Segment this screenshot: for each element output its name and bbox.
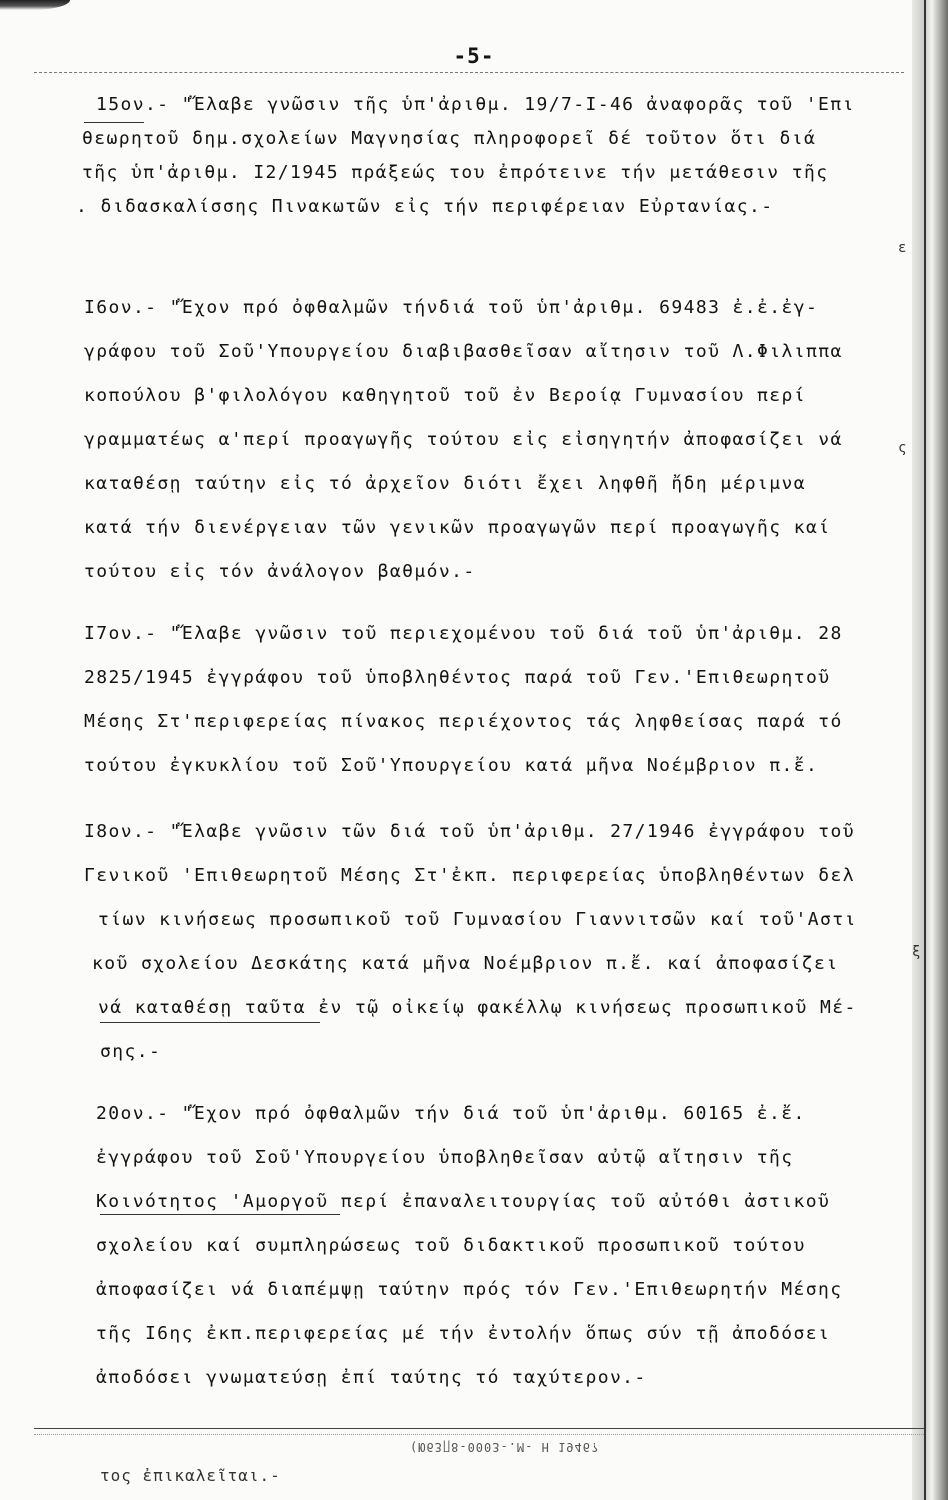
paragraph-line: ἐγγράφου τοῦ Σοῦ'Υπουργείου ὑποβληθεῖσαν αὐτῷ αἴτησιν τῆς [96,1147,794,1168]
paragraph-line: γράφου τοῦ Σοῦ'Υπουργείου διαβιβασθεῖσαν αἴτησιν τοῦ Λ.Φιλιππα [84,341,843,362]
next-page-overflow-text: τος ἐπικαλεῖται.- [100,1466,281,1485]
underline [100,1022,320,1023]
paragraph-line: σχολείου καί συμπληρώσεως τοῦ διδακτικοῦ προσωπικοῦ τούτου [96,1235,806,1256]
paragraph-line: τούτου εἰς τόν ἀνάλογον βαθμόν.- [84,561,476,582]
paragraph-line: I6ον.- "Ἔχον πρό ὀφθαλμῶν τήνδιά τοῦ ὑπ'ἀριθμ. 69483 ἐ.ἐ.ἐγ- [84,297,819,318]
bottom-divider-dotted [34,1434,924,1435]
margin-mark: ε [898,240,907,256]
paragraph-20 [96,1092,911,1400]
paragraph-line: θεωρητοῦ δημ.σχολείων Μαγνησίας πληροφορεῖ δέ τοῦτον ὅτι διά [82,128,817,149]
paragraph-18 [84,810,899,1074]
paragraph-line: καταθέσῃ ταύτην εἰς τό ἀρχεῖον διότι ἔχει ληφθῆ ἤδη μέριμνα [84,473,806,494]
paragraph-line: 15ον.- "Ἔλαβε γνῶσιν τῆς ὑπ'ἀριθμ. 19/7-I-46 ἀναφορᾶς τοῦ 'Επι [96,94,855,115]
binding-edge [912,0,948,1500]
paragraph-line: κοῦ σχολείου Δεσκάτης κατά μῆνα Νοέμβριον π.ἔ. καί ἀποφασίζει [92,953,839,974]
scan-corner-mark [0,0,70,10]
paragraph-line: τῆς I6ης ἐκπ.περιφερείας μέ τήν ἐντολήν ὅπως σύν τῇ ἀποδόσει [96,1323,831,1344]
paragraph-line: ἀποδόσει γνωματεύσῃ ἐπί ταύτης τό ταχύτερον.- [96,1367,647,1388]
underline [100,1214,340,1215]
top-divider [34,72,904,73]
paragraph-line: Γενικοῦ 'Επιθεωρητοῦ Μέσης Στ'ἐκπ. περιφερείας ὑποβληθέντων δελ [84,865,855,886]
paragraph-line: τῆς ὑπ'ἀριθμ. I2/1945 πράξεώς του ἐπρότεινε τήν μετάθεσιν τῆς [82,162,829,183]
paragraph-line: . διδασκαλίσσης Πινακωτῶν εἰς τήν περιφέρειαν Εὐρτανίας.- [76,196,774,217]
paragraph-line: σης.- [100,1041,162,1062]
paragraph-line: νά καταθέσῃ ταῦτα ἐν τῷ οἰκείῳ φακέλλῳ κινήσεως προσωπικοῦ Μέ- [98,997,857,1018]
footer-print-code: (Ю63∏8-0003-.M- H 1946? [410,1440,600,1454]
paragraph-line: 2825/1945 ἐγγράφου τοῦ ὑποβληθέντος παρά τοῦ Γεν.'Επιθεωρητοῦ [84,667,831,688]
paragraph-line: τίων κινήσεως προσωπικοῦ τοῦ Γυμνασίου Γιαννιτσῶν καί τοῦ'Αστι [98,909,857,930]
underline [84,122,144,123]
paragraph-line: γραμματέως α'περί προαγωγῆς τούτου εἰς εἰσηγητήν ἀποφασίζει νά [84,429,843,450]
paragraph-line: ἀποφασίζει νά διαπέμψῃ ταύτην πρός τόν Γεν.'Επιθεωρητήν Μέσης [96,1279,843,1300]
page-number: -5- [453,44,495,68]
paragraph-15 [76,88,911,224]
paragraph-line: 20ον.- "Ἔχον πρό ὀφθαλμῶν τήν διά τοῦ ὑπ'ἀριθμ. 60165 ἐ.ἔ. [96,1103,806,1124]
paragraph-line: κοπούλου β'φιλολόγου καθηγητοῦ τοῦ ἐν Βεροίᾳ Γυμνασίου περί [84,385,806,406]
margin-mark: ξ [912,944,921,960]
paragraph-line: τούτου ἐγκυκλίου τοῦ Σοῦ'Υπουργείου κατά μῆνα Νοέμβριον π.ἔ. [84,755,819,776]
paragraph-line: Μέσης Στ'περιφερείας πίνακος περιέχοντος τάς ληφθείσας παρά τό [84,711,843,732]
paragraph-line: I8ον.- "Ἔλαβε γνῶσιν τῶν διά τοῦ ὑπ'ἀριθμ. 27/1946 ἐγγράφου τοῦ [84,821,855,842]
paragraph-line: κατά τήν διενέργειαν τῶν γενικῶν προαγωγῶν περί προαγωγῆς καί [84,517,831,538]
paragraph-line: I7ον.- "Ἔλαβε γνῶσιν τοῦ περιεχομένου τοῦ διά τοῦ ὑπ'ἀριθμ. 28 [84,623,843,644]
paragraph-line: Κοινότητος 'Αμοργοῦ περί ἐπαναλειτουργίας τοῦ αὐτόθι ἀστικοῦ [96,1191,831,1212]
bottom-divider [34,1428,924,1429]
binding-line [924,0,926,1500]
margin-mark: ς [898,440,907,456]
paragraph-16 [84,286,899,594]
paragraph-17 [84,612,899,788]
